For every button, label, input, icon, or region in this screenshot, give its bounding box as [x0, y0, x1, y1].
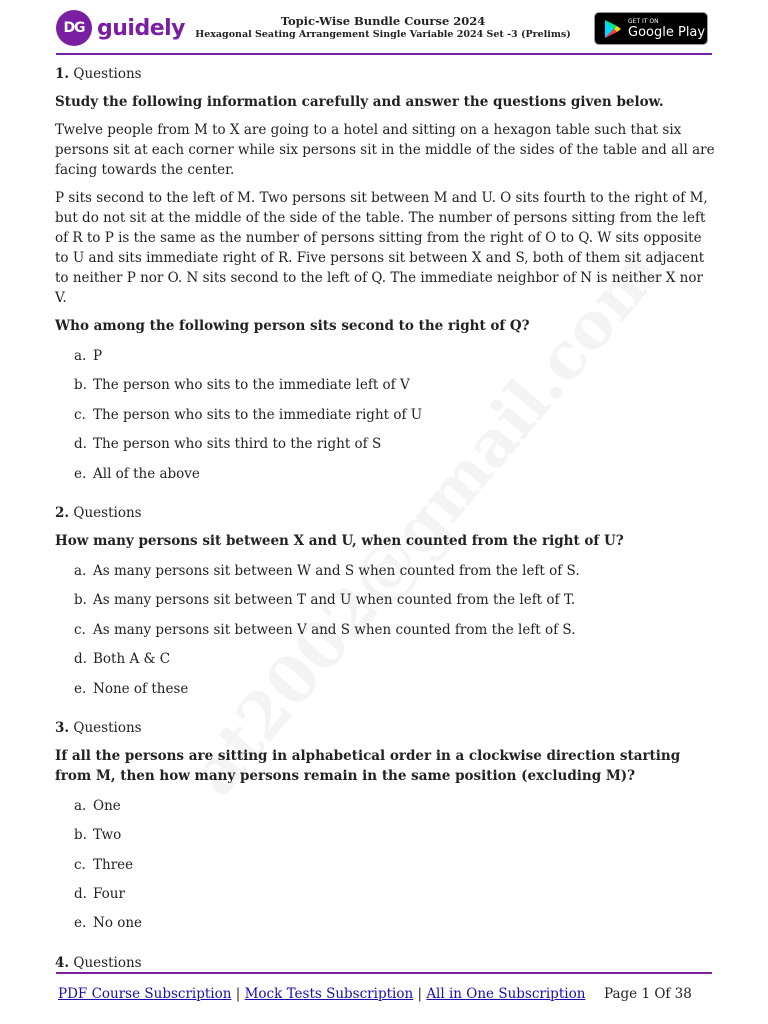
option-letter: e.: [74, 680, 87, 697]
option-item[interactable]: [74, 796, 715, 825]
question-heading: [55, 503, 715, 523]
option-item[interactable]: [74, 825, 715, 854]
all-in-one-link[interactable]: All in One Subscription: [426, 986, 586, 1002]
link-separator: |: [417, 986, 423, 1002]
option-item[interactable]: [74, 434, 715, 463]
question-content: [55, 62, 715, 981]
page-number: Page 1 Of 38: [604, 986, 692, 1002]
option-text: P: [93, 348, 103, 364]
option-text: No one: [93, 915, 143, 932]
option-text: As many persons sit between W and S when counted from the left of S.: [93, 562, 580, 579]
link-separator: |: [235, 986, 241, 1002]
question-paragraph: Twelve people from M to X are going to a hotel and sitting on a hexagon table such that six persons sit at each corner while six persons sit in the middle of the sides of the table and all are facing towards the center.: [55, 122, 715, 178]
guidely-logo-icon: DG: [56, 10, 92, 46]
option-text: One: [93, 797, 121, 814]
option-letter: c.: [74, 406, 86, 423]
option-item[interactable]: [74, 405, 715, 434]
option-text: Both A & C: [93, 651, 171, 668]
option-letter: a.: [74, 562, 87, 579]
option-item[interactable]: [74, 855, 715, 884]
option-letter: b.: [74, 592, 87, 609]
option-item[interactable]: [74, 649, 715, 678]
question-label: Questions: [73, 954, 142, 971]
footer-divider: [56, 972, 712, 974]
option-text: All of the above: [93, 465, 200, 482]
option-letter: e.: [74, 465, 87, 482]
option-text: Three: [93, 856, 134, 873]
option-letter: a.: [74, 797, 87, 814]
google-play-text: [628, 18, 705, 40]
question-text: Who among the following person sits second to the right of Q?: [55, 318, 530, 334]
option-list: [55, 561, 715, 708]
header-divider: [56, 53, 712, 55]
question-number: 1.: [55, 66, 70, 82]
get-it-on-label: GET IT ON: [628, 17, 659, 25]
question-heading: [55, 64, 715, 84]
question-block: [55, 953, 715, 973]
google-play-badge[interactable]: [594, 12, 708, 45]
option-list: [55, 346, 715, 493]
course-title: Topic-Wise Bundle Course 2024: [280, 14, 486, 28]
google-play-label: Google Play: [628, 24, 706, 40]
option-item[interactable]: [74, 590, 715, 619]
question-block: [55, 64, 715, 493]
question-heading: [55, 718, 715, 738]
question-text: How many persons sit between X and U, when counted from the right of U?: [55, 532, 624, 549]
question-number: 2.: [55, 504, 70, 521]
option-letter: e.: [74, 915, 87, 932]
option-letter: a.: [74, 348, 87, 364]
pdf-course-link[interactable]: PDF Course Subscription: [58, 986, 232, 1002]
question-text: If all the persons are sitting in alphabetical order in a clockwise direction starting from M, then how many persons remain in the same position (excluding M)?: [55, 747, 681, 784]
option-letter: c.: [74, 621, 86, 638]
set-subtitle: Hexagonal Seating Arrangement Single Variable 2024 Set -3 (Prelims): [195, 29, 571, 40]
google-play-icon: [604, 19, 622, 39]
option-item[interactable]: [74, 346, 715, 375]
option-text: Four: [93, 886, 125, 903]
question-label: Questions: [73, 719, 142, 736]
option-item[interactable]: [74, 884, 715, 913]
option-text: The person who sits to the immediate right of U: [93, 406, 423, 423]
page-header: [0, 0, 768, 56]
option-letter: d.: [74, 436, 87, 453]
question-block: [55, 503, 715, 708]
question-number: 4.: [55, 954, 70, 971]
option-text: The person who sits to the immediate left of V: [93, 377, 410, 394]
question-heading: [55, 953, 715, 973]
option-text: As many persons sit between V and S when counted from the left of S.: [93, 621, 576, 638]
option-letter: d.: [74, 886, 87, 903]
option-letter: c.: [74, 856, 86, 873]
option-item[interactable]: [74, 679, 715, 708]
document-heading: [190, 14, 576, 41]
question-block: [55, 718, 715, 943]
option-item[interactable]: [74, 620, 715, 649]
question-intro: Study the following information carefully and answer the questions given below.: [55, 94, 664, 110]
guidely-logo[interactable]: [56, 10, 185, 46]
subscription-links: [58, 984, 585, 1004]
question-label: Questions: [73, 504, 142, 521]
mock-tests-link[interactable]: Mock Tests Subscription: [244, 986, 414, 1002]
option-item[interactable]: [74, 464, 715, 493]
option-item[interactable]: [74, 561, 715, 590]
question-number: 3.: [55, 719, 70, 736]
logo-text: guidely: [97, 15, 186, 41]
option-letter: b.: [74, 377, 87, 394]
option-text: As many persons sit between T and U when counted from the left of T.: [93, 592, 576, 609]
option-item[interactable]: [74, 913, 715, 942]
option-letter: d.: [74, 651, 87, 668]
option-text: The person who sits third to the right of S: [93, 436, 382, 453]
option-text: Two: [93, 827, 122, 844]
option-text: None of these: [93, 680, 189, 697]
question-paragraph: P sits second to the left of M. Two persons sit between M and U. O sits fourth to the right of M, but do not sit at the middle of the side of the table. The number of persons sitting from the left of R to P is the same as the number of persons sitting from the right of O to Q. W sits opposite to U and sits immediate right of R. Five persons sit between X and S, both of them sit adjacent to neither P nor O. N sits second to the left of Q. The immediate neighbor of N is neither X nor V.: [55, 190, 708, 306]
option-list: [55, 796, 715, 943]
option-letter: b.: [74, 827, 87, 844]
option-item[interactable]: [74, 375, 715, 404]
question-label: Questions: [73, 66, 142, 82]
